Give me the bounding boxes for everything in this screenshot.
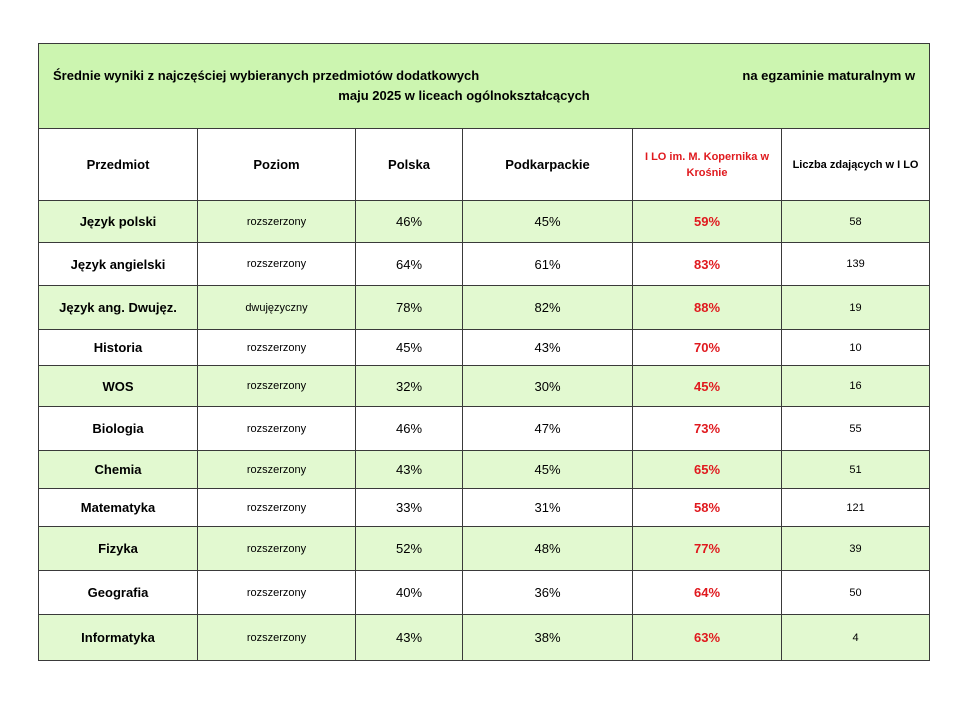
table-row <box>39 615 930 661</box>
poland-cell: 52% <box>356 527 463 571</box>
level-cell: rozszerzony <box>198 489 356 527</box>
school-cell: 88% <box>633 286 782 330</box>
count-cell: 16 <box>782 366 930 407</box>
table-row <box>39 201 930 243</box>
level-cell: rozszerzony <box>198 615 356 661</box>
table-title <box>39 44 930 129</box>
table-body <box>39 201 930 661</box>
header-school: I LO im. M. Kopernika w Krośnie <box>633 129 782 201</box>
subject-cell: Fizyka <box>39 527 198 571</box>
table-row <box>39 243 930 286</box>
school-cell: 59% <box>633 201 782 243</box>
subject-cell: WOS <box>39 366 198 407</box>
title-part1: Średnie wyniki z najczęściej wybieranych przedmiotów dodatkowych <box>53 68 480 83</box>
poland-cell: 43% <box>356 615 463 661</box>
level-cell: rozszerzony <box>198 330 356 366</box>
table-row <box>39 451 930 489</box>
poland-cell: 33% <box>356 489 463 527</box>
region-cell: 48% <box>463 527 633 571</box>
title-part3: maju 2025 w liceach ogólnokształcących <box>338 88 590 103</box>
count-cell: 19 <box>782 286 930 330</box>
poland-cell: 78% <box>356 286 463 330</box>
region-cell: 43% <box>463 330 633 366</box>
region-cell: 31% <box>463 489 633 527</box>
subject-cell: Język polski <box>39 201 198 243</box>
count-cell: 139 <box>782 243 930 286</box>
school-cell: 64% <box>633 571 782 615</box>
count-cell: 51 <box>782 451 930 489</box>
subject-cell: Matematyka <box>39 489 198 527</box>
table-row <box>39 489 930 527</box>
level-cell: rozszerzony <box>198 571 356 615</box>
count-cell: 4 <box>782 615 930 661</box>
subject-cell: Historia <box>39 330 198 366</box>
region-cell: 30% <box>463 366 633 407</box>
poland-cell: 46% <box>356 201 463 243</box>
subject-cell: Język ang. Dwujęz. <box>39 286 198 330</box>
count-cell: 10 <box>782 330 930 366</box>
table-row <box>39 286 930 330</box>
subject-cell: Język angielski <box>39 243 198 286</box>
school-cell: 77% <box>633 527 782 571</box>
level-cell: dwujęzyczny <box>198 286 356 330</box>
header-poland: Polska <box>356 129 463 201</box>
subject-cell: Geografia <box>39 571 198 615</box>
region-cell: 61% <box>463 243 633 286</box>
header-region: Podkarpackie <box>463 129 633 201</box>
table-row <box>39 571 930 615</box>
region-cell: 38% <box>463 615 633 661</box>
results-table <box>38 43 930 661</box>
poland-cell: 64% <box>356 243 463 286</box>
region-cell: 45% <box>463 451 633 489</box>
title-row <box>39 44 930 129</box>
title-part2: na egzaminie maturalnym w <box>742 68 916 83</box>
level-cell: rozszerzony <box>198 201 356 243</box>
poland-cell: 43% <box>356 451 463 489</box>
subject-cell: Biologia <box>39 407 198 451</box>
school-cell: 83% <box>633 243 782 286</box>
level-cell: rozszerzony <box>198 451 356 489</box>
header-row <box>39 129 930 201</box>
count-cell: 121 <box>782 489 930 527</box>
level-cell: rozszerzony <box>198 243 356 286</box>
school-cell: 65% <box>633 451 782 489</box>
school-cell: 58% <box>633 489 782 527</box>
count-cell: 58 <box>782 201 930 243</box>
poland-cell: 40% <box>356 571 463 615</box>
poland-cell: 45% <box>356 330 463 366</box>
school-cell: 73% <box>633 407 782 451</box>
level-cell: rozszerzony <box>198 407 356 451</box>
poland-cell: 46% <box>356 407 463 451</box>
subject-cell: Chemia <box>39 451 198 489</box>
poland-cell: 32% <box>356 366 463 407</box>
school-cell: 45% <box>633 366 782 407</box>
school-cell: 70% <box>633 330 782 366</box>
region-cell: 47% <box>463 407 633 451</box>
table-row <box>39 527 930 571</box>
count-cell: 55 <box>782 407 930 451</box>
level-cell: rozszerzony <box>198 366 356 407</box>
region-cell: 45% <box>463 201 633 243</box>
table-row <box>39 366 930 407</box>
count-cell: 50 <box>782 571 930 615</box>
table-row <box>39 330 930 366</box>
level-cell: rozszerzony <box>198 527 356 571</box>
header-level: Poziom <box>198 129 356 201</box>
table-row <box>39 407 930 451</box>
region-cell: 82% <box>463 286 633 330</box>
count-cell: 39 <box>782 527 930 571</box>
region-cell: 36% <box>463 571 633 615</box>
header-count: Liczba zdających w I LO <box>782 129 930 201</box>
subject-cell: Informatyka <box>39 615 198 661</box>
header-subject: Przedmiot <box>39 129 198 201</box>
school-cell: 63% <box>633 615 782 661</box>
